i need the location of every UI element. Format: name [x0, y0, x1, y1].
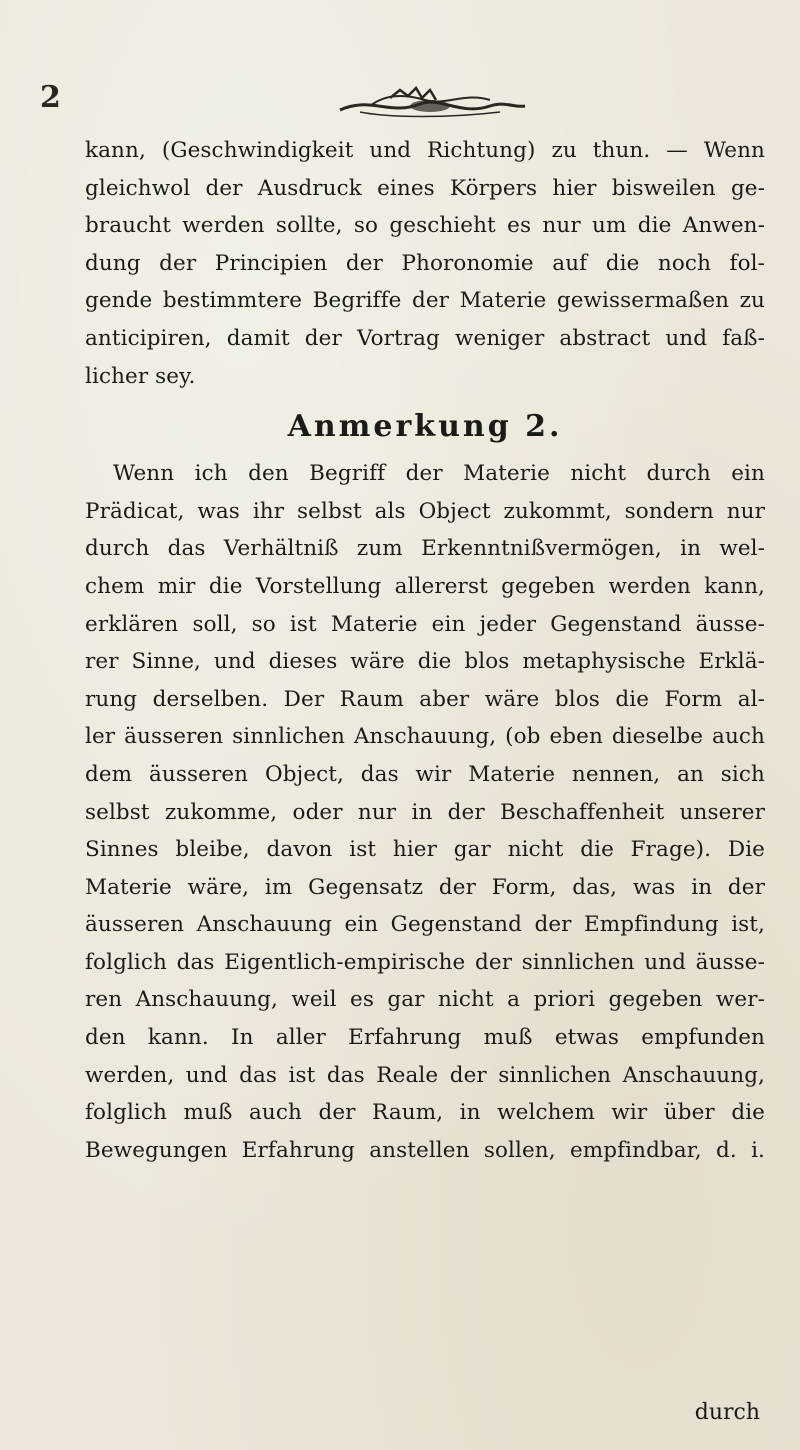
- text-line: folglich muß auch der Raum, in welchem wir über die: [85, 1100, 765, 1126]
- text-line: äusseren Anschauung ein Gegenstand der Empfindung ist,: [85, 912, 765, 938]
- paragraph-2: [85, 455, 765, 1169]
- text-line: licher sey.: [85, 363, 196, 389]
- text-line: Materie wäre, im Gegensatz der Form, das, was in der: [85, 874, 765, 900]
- text-line: gende bestimmtere Begriffe der Materie gewissermaßen zu: [85, 288, 765, 314]
- text-line: durch das Verhältniß zum Erkenntnißvermögen, in wel-: [85, 536, 765, 562]
- text-line: kann, (Geschwindigkeit und Richtung) zu thun. — Wenn: [85, 138, 765, 163]
- text-line: ren Anschauung, weil es gar nicht a priori gegeben wer-: [85, 987, 765, 1013]
- decorative-vignette-icon: [330, 86, 530, 120]
- text-line: den kann. In aller Erfahrung muß etwas empfunden: [85, 1025, 765, 1051]
- page-number: 2: [40, 80, 61, 115]
- text-line: chem mir die Vorstellung allererst gegeben werden kann,: [85, 573, 765, 599]
- text-line: folglich das Eigentlich-empirische der sinnlichen und äusse-: [85, 949, 765, 975]
- text-line: Wenn ich den Begriff der Materie nicht durch ein: [113, 461, 765, 487]
- text-line: rer Sinne, und dieses wäre die blos metaphysische Erklä-: [85, 649, 765, 675]
- catchword: durch: [694, 1400, 760, 1425]
- text-line: dung der Principien der Phoronomie auf die noch fol-: [85, 250, 765, 276]
- text-line: anticipiren, damit der Vortrag weniger abstract und faß-: [85, 325, 765, 351]
- text-line: werden, und das ist das Reale der sinnlichen Anschauung,: [85, 1062, 765, 1088]
- text-line: Sinnes bleibe, davon ist hier gar nicht die Frage). Die: [85, 837, 765, 863]
- text-line: erklären soll, so ist Materie ein jeder Gegenstand äusse-: [85, 611, 765, 637]
- text-line: selbst zukomme, oder nur in der Beschaffenheit unserer: [85, 799, 765, 825]
- section-heading: Anmerkung 2.: [287, 409, 563, 445]
- text-line: rung derselben. Der Raum aber wäre blos die Form al-: [85, 686, 765, 712]
- text-line: Bewegungen Erfahrung anstellen sollen, empfindbar, d. i.: [85, 1137, 765, 1163]
- text-block: [85, 132, 765, 1169]
- text-line: gleichwol der Ausdruck eines Körpers hier bisweilen ge-: [85, 175, 765, 201]
- text-line: Prädicat, was ihr selbst als Object zukommt, sondern nur: [85, 498, 765, 524]
- text-line: braucht werden sollte, so geschieht es nur um die Anwen-: [85, 213, 765, 239]
- text-line: ler äusseren sinnlichen Anschauung, (ob eben dieselbe auch: [85, 724, 765, 750]
- paragraph-1: [85, 132, 765, 395]
- text-line: dem äusseren Object, das wir Materie nennen, an sich: [85, 761, 765, 787]
